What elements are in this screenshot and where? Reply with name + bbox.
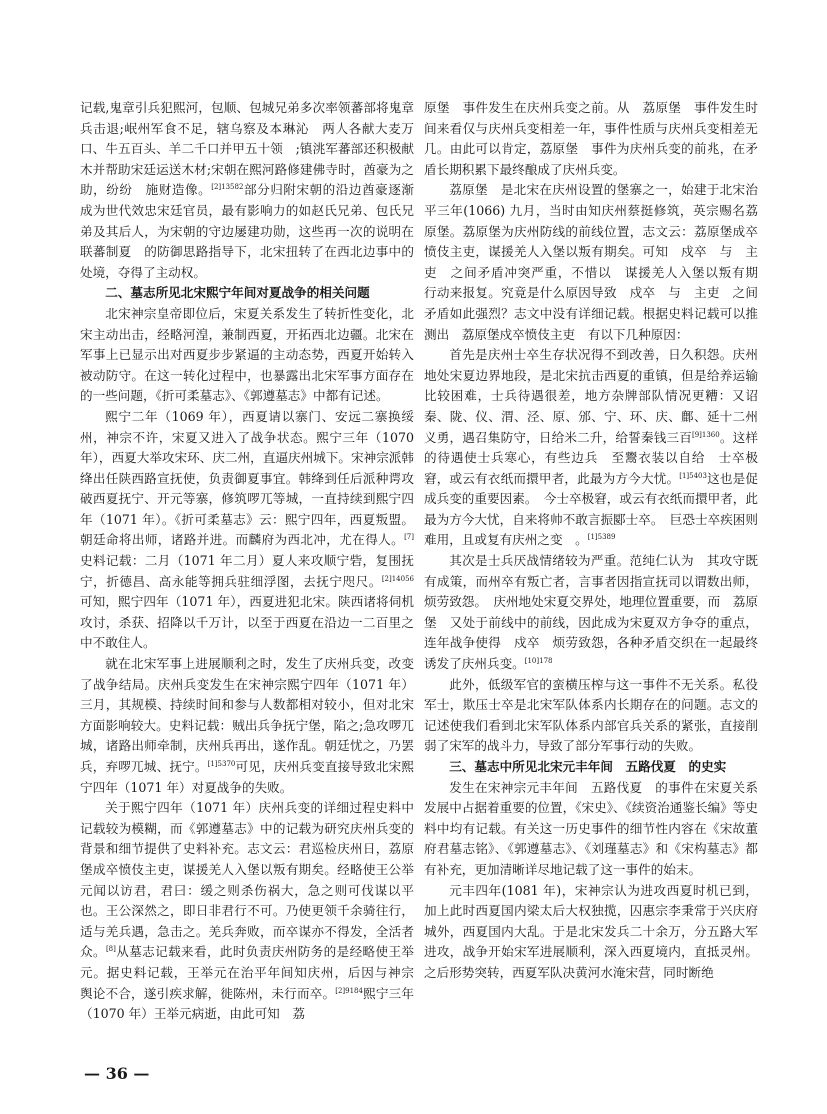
paragraph-text: 北宋神宗皇帝即位后，宋夏关系发生了转折性变化，北宋主动出击，经略河湟，兼制西夏，开拓西北边疆。北宋在军事上已显示出对西夏步步紧逼的主动态势，西夏开始转入被动防守。在这一转化过程中，也暴露出北宋军事方面存在的一些问题，《折可柔墓志》、《郭遵墓志》中都有记述。	[80, 305, 414, 404]
citation-marker: [2]14056	[381, 574, 414, 583]
paragraph-text: 关于熙宁四年（1071 年）庆州兵变的详细过程史料中记载较为模糊，而《郭遵墓志》中的记载为研究庆州兵变的背景和细节提供了史料补充。志文云：君巡检庆州日，荔原堡成卒愤伎主吏，谋援羌人入堡以叛有期矣。经略使王公举元闻以访君，君曰：缓之则杀伤祸大，急之则可伐谋以平也。王公深然之，即日非君行不可。乃使更领千余骑往行，适与羌兵遇，急击之。羌兵奔败，而卒谋亦不得发，全活者众。	[80, 800, 414, 960]
paragraph-text: 原堡 事件发生在庆州兵变之前。从 荔原堡 事件发生时间来看仅与庆州兵变相差一年，事件性质与庆州兵变相差无几。由此可以肯定，荔原堡 事件为庆州兵变的前兆，在矛盾长期积累下最终酿成了庆州兵变。	[424, 100, 758, 177]
paragraph-text: 荔原堡 是北宋在庆州设置的堡寨之一，始建于北宋治平三年(1066) 九月，当时由知庆州蔡挺修筑，英宗赐名荔原堡。荔原堡为庆州防线的前线位置，志文云：荔原堡成卒愤伎主吏，谋援羌人入堡以叛有期矣。可知 戍卒 与 主吏 之间矛盾冲突严重，不惜以 谋援羌人入堡以叛有期 行动来报复。究竟是什么原因导致 戍卒 与 主吏 之间矛盾如此强烈？志文中没有详细记载。根据史料记载可以推测出 荔原堡戍卒愤伎主吏 有以下几种原因：	[424, 182, 771, 342]
paragraph-text: 记载,鬼章引兵犯熙河，包顺、包城兄弟多次率领蕃部将鬼章兵击退;岷州军食不足，辖乌察及本琳沁 两人各献大麦万口、牛五百头、羊二千口并甲五十领 ;镇洮军蕃部还积极献木并帮助宋廷运送木材;宋朝在熙河路修建佛寺时，酋豪为之助，纷纷 施财造像。	[80, 100, 414, 198]
paragraph-text: 元丰四年(1081 年)，宋神宗认为进攻西夏时机已到，加上此时西夏国内梁太后大权独揽，囚惠宗李秉常于兴庆府城外，西夏国内大乱。于是北宋发兵二十余万，分五路大军进攻，战争开始宋军进展顺利，深入西夏境内，直抵灵州。之后形势突转，西夏军队决黄河水淹宋营，同时断绝	[424, 882, 758, 980]
left-column	[80, 98, 427, 1048]
paragraph-text: 熙宁三年（1070 年）王举元病逝，由此可知 荔	[80, 985, 415, 1022]
body-paragraph	[80, 654, 414, 798]
paragraph-text: 从墓志记载来看，此时负责庆州防务的是经略使王举元。据史料记载，王举元在治平年间知庆州，后因与神宗 舆论不合，遂引疾求解，徙陈州，未行而卒。	[80, 944, 427, 1001]
heading-text: 三、墓志中所见北宋元丰年间 五路伐夏 的史实	[449, 759, 727, 774]
body-paragraph	[424, 180, 771, 345]
section-heading	[80, 283, 414, 304]
citation-marker: [2]9184	[335, 986, 363, 995]
paragraph-text: 熙宁二年（1069 年），西夏请以寨门、安远二寨换绥州，神宗不许，宋夏又进入了战争状态。熙宁三年（1070 年），西夏大举攻宋环、庆二州，直逼庆州城下。宋神宗派韩绛出任陕西路宣抚使，负责御夏事宜。韩绛到任后派种谔攻破西夏抚宁、开元等寨，修筑啰兀等城，一直持续到熙宁四年（1071 年）。《折可柔墓志》云：熙宁四年，西夏叛盟。朝廷命将出师，诸路并进。而麟府为西北冲，尤在得人。	[80, 408, 414, 548]
paragraph-text: 其次是士兵厌战情绪较为严重。范纯仁认为 其攻守既有成策，而州卒有叛亡者，言事者因指宣抚司以谓数出师，烦劳致怨。 庆州地处宋夏交界处，地理位置重要，而 荔原堡 又处于前线中的前线，因此成为宋夏双方争夺的重点，连年战争使得 戍卒 烦劳致怨，各种矛盾交织在一起最终诱发了庆州兵变。	[424, 553, 758, 672]
body-paragraph	[80, 98, 427, 283]
citation-marker: [9]1360	[691, 430, 720, 439]
body-paragraph	[424, 675, 758, 757]
citation-marker: [10]178	[524, 656, 553, 665]
body-paragraph	[424, 345, 758, 551]
paragraph-text: 首先是庆州士卒生存状况得不到改善，日久积怨。庆州地处宋夏边界地段，是北宋抗击西夏的重镇，但是给养运输比较困难，士兵待遇很差，地方杂牌部队情况更糟：又诏秦、陇、仪、渭、泾、原、邠、宁、环、庆、鄜、延十二州义勇，遇召集防守，日给米二升，给誓秦钱三百	[424, 347, 758, 445]
section-heading	[424, 757, 758, 778]
paragraph-text: 。这样的待遇使士兵寒心，有些边兵 至鬻衣装以自给 士卒极窘，或云有衣纸而擐甲者，此最为方今大忧。	[424, 429, 759, 486]
body-paragraph	[424, 551, 758, 675]
body-paragraph	[80, 407, 414, 654]
citation-marker: [1]5370	[207, 759, 236, 768]
body-paragraph	[424, 98, 758, 180]
citation-marker: [8]	[105, 945, 116, 954]
paragraph-text: 史料记载：二月（1071 年二月）夏人来攻顺宁砦，复围抚宁，折德昌、高永能等拥兵驻细浮图，去抚宁咫尺。	[80, 553, 414, 589]
right-column	[424, 98, 771, 1048]
paragraph-text: 发生在宋神宗元丰年间 五路伐夏 的事件在宋夏关系发展中占据着重要的位置，《宋史》、《续资治通鉴长编》等史料中均有记载。有关这一历史事件的细节性内容在《宋故董府君墓志铭》、《郭遵墓志》、《刘瑾墓志》和《宋构墓志》都有补充，更加清晰详尽地记载了这一事件的始末。	[424, 779, 758, 877]
citation-marker: [2]13582	[211, 183, 244, 192]
paragraph-text: 就在北宋军事上进展顺利之时，发生了庆州兵变，改变了战争结局。庆州兵变发生在宋神宗熙宁四年（1071 年）三月，其规模、持续时间和参与人数都相对较小，但对北宋方面影响较大。史料记载：贼出兵争抚宁堡，陷之;急攻啰兀城，诸路出师牵制，庆州兵再出，遂作乱。朝廷忧之，乃罢兵，弃啰兀城、抚宁。	[80, 656, 414, 774]
body-paragraph	[424, 778, 758, 881]
paragraph-text: 可见，庆州兵变直接导致北宋熙宁四年（1071 年）对夏战争的失败。	[80, 759, 415, 795]
paragraph-text: 这也是促成兵变的重要因素。 今士卒极窘，或云有衣纸而擐甲者，此最为方今大忧，自来将帅不敢言振郾士卒。 巨恐士卒疾困则难用，且或复有庆州之变 。	[424, 470, 759, 548]
body-paragraph	[80, 798, 427, 1025]
heading-text: 二、墓志所见北宋熙宁年间对夏战争的相关问题	[105, 285, 370, 301]
paragraph-text: 此外，低级军官的蛮横压榨与这一事件不无关系。私役军士，欺压士卒是北宋军队体系内长期存在的问题。志文的记述使我们看到北宋军队体系内部官兵关系的紧张，直接削弱了宋军的战斗力，导致了部分军事行动的失败。	[424, 676, 758, 754]
body-paragraph	[80, 304, 414, 407]
page-number: — 36 —	[84, 1064, 150, 1083]
citation-marker: [1]5389	[587, 533, 616, 542]
citation-marker: [7]	[404, 533, 414, 542]
citation-marker: [1]5403	[679, 471, 707, 480]
paragraph-text: 可知，熙宁四年（1071 年），西夏进犯北宋。陕西诸将伺机攻讨，杀获、招降以千万计，以至于西夏在沿边一二百里之中不敢住人。	[80, 594, 414, 651]
body-paragraph	[424, 881, 758, 984]
paragraph-text: 部分归附宋朝的沿边酋豪逐渐成为世代效忠宋廷官员，最有影响力的如赵氏兄弟、包氏兄弟及其后人，为宋朝的守边屡建功勋，这些再一次的说明在 联蕃制夏 的防御思路指导下，北宋扭转了在西北边事中的处境，夺得了主动权。	[80, 182, 427, 280]
